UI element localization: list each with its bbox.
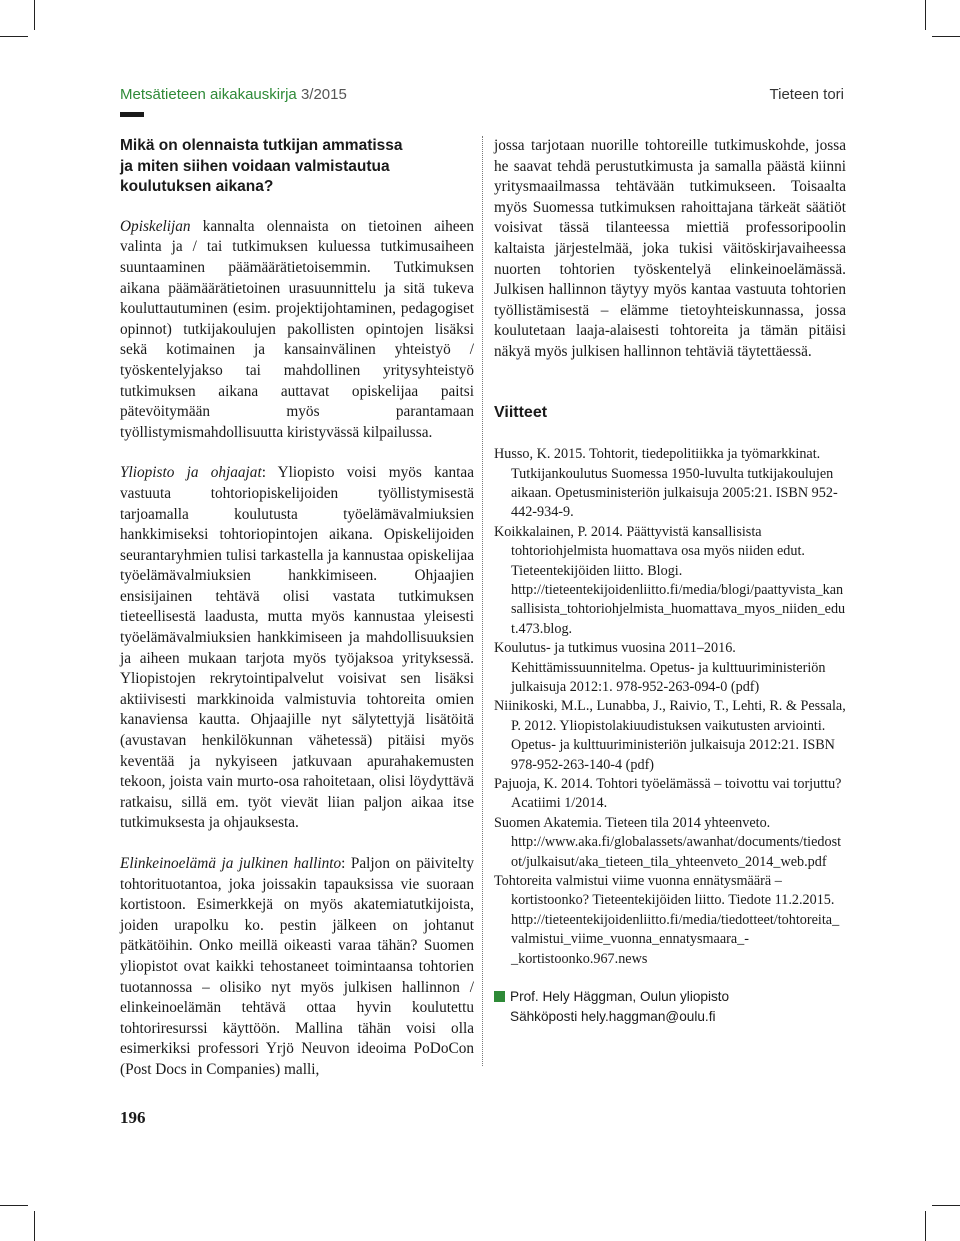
crop-mark [34, 0, 35, 30]
journal-issue: 3/2015 [300, 86, 347, 103]
page-header [120, 86, 844, 108]
section-heading [120, 136, 474, 198]
paragraph-text: : Paljon on päivitelty tohtorituotantoa, joka joissakin tapauksissa vie suoraan kortistoon. Esimerkkejä on myös akatemiatutkijoista, joiden urapolku ko. pestin jälkeen on johtanut pätkätöihin. Onko meillä oikeasti varaa tähän? Suomen yliopistot ovat kaikki tehostaneet toimintaansa tohtorien tuotannossa – olisiko nyt myös julkisen hallinnon / elinkeinoelämän tehtävä ottaa hyvin koulutettu tohtoriresurssi käyttöön. Mallina tähän voisi olla esimerkiksi professori Yrjö Neuvon ideoima PoDoCon (Post Docs in Companies) malli, [120, 855, 474, 1078]
paragraph-lead: Opiskelijan [120, 217, 191, 235]
references-heading: Viitteet [494, 403, 548, 421]
author-info [494, 987, 846, 1026]
reference-item: Tohtoreita valmistui viime vuonna ennätysmäärä – kortistoonko? Tieteentekijöiden liitto. Tiedote 11.2.2015. http://tieteentekijoidenliitto.fi/media/tiedotteet/tohtoreita_valmistui_viime_vuonna_ennatysmaara_-_kortistoonko.967.news [494, 873, 840, 967]
paragraph-university [120, 463, 474, 834]
references-list [494, 445, 846, 969]
author-name: Prof. Hely Häggman, Oulun yliopisto [510, 989, 730, 1005]
right-column [494, 136, 846, 1026]
reference-item: Suomen Akatemia. Tieteen tila 2014 yhteenveto. http://www.aka.fi/globalassets/awanhat/documents/tiedostot/julkaisut/aka_tieteen_tila_yhteenveto_2014_web.pdf [494, 814, 842, 870]
heading-line: Mikä on olennaista tutkijan ammatissa [120, 137, 403, 154]
reference-item: Pajuoja, K. 2014. Tohtori työelämässä – toivottu vai torjuttu? Acatiimi 1/2014. [494, 776, 842, 812]
journal-title [120, 86, 347, 103]
heading-line: koulutuksen aikana? [120, 178, 274, 196]
heading-line: ja miten siihen voidaan valmistautua [120, 157, 390, 175]
author-email: Sähköposti hely.haggman@oulu.fi [510, 1008, 716, 1024]
left-column [120, 136, 474, 1101]
paragraph-text: : Yliopisto voisi myös kantaa vastuuta tohtoriopiskelijoiden työllistymisestä tarjoamalla koulutusta työelämävalmiuksien hankkimiseksi tohtoriopintojen aikana. Opiskelijoiden seurantaryhmien tulisi tarkastella ja kannustaa opiskelijaa työelämävalmiuksien hankkimiseen. Ohjaajien ensisijainen tehtävä olisi vastata tutkimuksen tieteellisestä laadusta, mutta myös kannustaa yleisesti työelämävalmiuksien hankkimiseen ja mahdollisuuksien ja aiheen mukaan tarjota myös työjaksoa yrityksessä. Yliopistojen rekrytointipalvelut voisivat sen lisäksi aktiivisesti markkinoida valmistuvia tohtoreita omien kanaviensa kautta. Ohjaajille nyt sälytettyjä lisätöitä (avustavan henkilökunnan vähetessä) pitäisi myös keventää ja nykyiseen jatkuvaan apurahakemusten tekoon, joista vain murto-osa rahoitetaan, olisi löydyttävä ratkaisu, sillä em. työt vievät liian paljon aikaa itse tutkimuksesta ja ohjauksesta. [120, 464, 474, 832]
reference-item: Husso, K. 2015. Tohtorit, tiedepolitiikka ja työmarkkinat. Tutkijankoulutus Suomessa 1950-luvulta tutkijakoulujen aikaan. Opetusministeriön julkaisuja 2005:21. ISBN 952-442-934-9. [494, 446, 838, 521]
crop-mark [0, 1205, 28, 1206]
crop-mark [925, 1211, 926, 1241]
crop-mark [925, 0, 926, 30]
header-rule [120, 112, 144, 117]
paragraph-industry [120, 854, 474, 1081]
crop-mark [0, 36, 28, 37]
paragraph-student [120, 217, 474, 444]
journal-name: Metsätieteen aikakauskirja [120, 86, 297, 103]
column-divider [482, 136, 483, 1066]
crop-mark [932, 1205, 960, 1206]
paragraph-continued: jossa tarjotaan nuorille tohtoreille tutkimuskohde, jossa he saavat tehdä perustutkimusta ja samalla päästä kiinni yritysmaailmassa tehtävään tutkimukseen. Toisaalta myös Suomessa tutkimuksen rahoittajana tärkeät säätiöt voisivat tässä tilanteessa miettiä professoripoolin kaltaista järjestelmää, joka tukisi väitöskirjavaiheessa nuorten tohtorien työskentelyä elinkeinoelämässä. Julkisen hallinnon täytyy myös kantaa vastuuta tohtorien työllistämisestä – elämme tietoyhteiskunnassa, jossa koulutetaan laaja-alaisesti tohtoreita ja tämän pitäisi näkyä myös julkisen hallinnon tehtäviä täytettäessä. [494, 137, 846, 360]
page-number: 196 [120, 1108, 146, 1127]
green-square-icon [494, 991, 505, 1002]
reference-item: Koikkalainen, P. 2014. Päättyvistä kansallisista tohtoriohjelmista huomattava osa myös niiden edut. Tieteentekijöiden liitto. Blogi. http://tieteentekijoidenliitto.fi/media/blogi/paattyvista_kansallisista_tohtoriohjelmista_huomattava_myos_niiden_edut.473.blog. [494, 523, 846, 637]
crop-mark [34, 1211, 35, 1241]
section-title: Tieteen tori [769, 86, 844, 103]
crop-mark [932, 36, 960, 37]
reference-item: Koulutus- ja tutkimus vuosina 2011–2016. Kehittämissuunnitelma. Opetus- ja kulttuuriministeriön julkaisuja 2012:1. 978-952-263-094-0 (pdf) [494, 640, 826, 695]
reference-item: Niinikoski, M.L., Lunabba, J., Raivio, T., Lehti, R. & Pessala, P. 2012. Yliopistolakiuudistuksen vaikutusten arviointi. Opetus- ja kulttuuriministeriön julkaisuja 2012:21. ISBN 978-952-263-140-4 (pdf) [494, 698, 846, 773]
paragraph-lead: Elinkeinoelämä ja julkinen hallinto [120, 855, 342, 872]
paragraph-text: kannalta olennaista on tietoinen aiheen valinta ja / tai tutkimuksen kuluessa tutkimusaiheen suuntaaminen päämäärätietoisemmin. Tutkimuksen aikana päämäärätietoinen urasuunnittelu ja sitä tukeva kouluttautuminen (esim. projektijohtaminen, pedagogiset opinnot) tutkijakoulujen pakollisten opintojen lisäksi sekä kotimainen ja kansainvälinen yhteistyö / työskentelyjakso tai mahdollinen yritysyhteistyö tutkimuksen aikana auttavat opiskelijaa paitsi pätevöitymään myös parantamaan työllistymismahdollisuutta kiristyvässä kilpailussa. [120, 217, 474, 441]
paragraph-lead: Yliopisto ja ohjaajat [120, 464, 262, 482]
